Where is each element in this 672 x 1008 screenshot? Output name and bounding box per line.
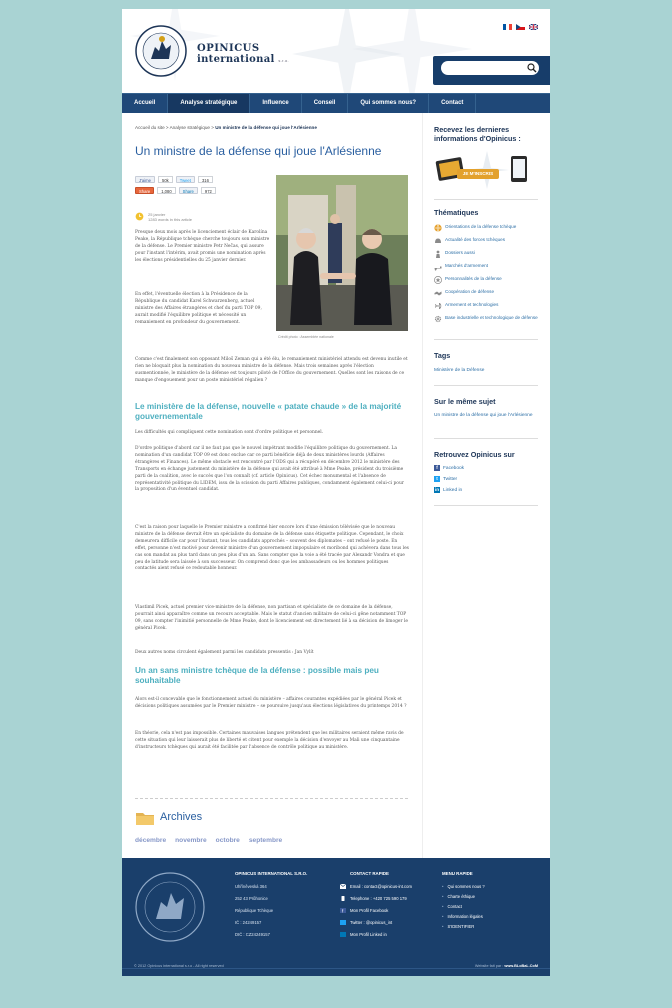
nav-item-influence[interactable]: Influence xyxy=(250,94,301,113)
share-button[interactable]: Share xyxy=(135,187,154,194)
star-badge-icon xyxy=(434,276,442,284)
breadcrumb-separator: > xyxy=(164,125,170,130)
helmet-icon xyxy=(434,237,442,245)
follow-title: Retrouvez Opinicus sur xyxy=(434,450,515,459)
logo-text[interactable] xyxy=(197,43,289,66)
footer-contact-email[interactable]: Email : contact@opinicus-int.com xyxy=(340,884,412,889)
jet-icon xyxy=(434,302,442,310)
share-buttons xyxy=(135,176,270,198)
theme-link[interactable] xyxy=(434,315,544,323)
nav-item-analyse-strategique[interactable]: Analyse stratégique xyxy=(168,94,250,113)
divider xyxy=(135,798,408,799)
footer-menu-link[interactable]: • Information légales xyxy=(442,914,483,919)
twitter-icon: t xyxy=(434,476,440,482)
footer-menu-link[interactable]: • S'IDENTIFIER xyxy=(442,924,475,929)
themes-title: Thématiques xyxy=(434,208,479,217)
article-dateline xyxy=(135,212,192,222)
article-paragraph: Les difficultés qui compliquent cette nomination sont d'ordre politique et personnel. xyxy=(135,430,324,435)
tweet-button[interactable]: Tweet xyxy=(176,176,195,183)
theme-label: Armement et technologies xyxy=(445,302,499,307)
tweet-count: 316 xyxy=(198,176,213,183)
social-label: Facebook xyxy=(443,465,465,471)
theme-link[interactable] xyxy=(434,250,544,258)
newsletter-title: Recevez les dernieres informations d'Opinicus : xyxy=(434,125,521,143)
theme-label: Marchés d'armement xyxy=(445,263,489,268)
breadcrumb-current: Un ministre de la défense qui joue l'Arlésienne xyxy=(215,125,317,130)
uk-flag-icon[interactable] xyxy=(529,24,538,30)
article-subheading: Le ministère de la défense, nouvelle « patate chaude » de la majorité gouvernementale xyxy=(135,402,402,421)
footer-company-title: OPINICUS INTERNATIONAL S.R.O. xyxy=(235,871,308,876)
divider xyxy=(434,385,538,386)
site-credit[interactable]: Website fait par : www.BLoBaL.CoM xyxy=(474,964,538,968)
theme-link[interactable] xyxy=(434,276,544,284)
article-paragraph: Deux autres noms circulent également parmi les candidats pressentis : Jan Vylít xyxy=(135,650,314,655)
language-flags xyxy=(503,24,538,30)
divider xyxy=(434,339,538,340)
theme-link[interactable] xyxy=(434,289,544,297)
facebook-icon xyxy=(340,908,346,913)
archives-title: Archives xyxy=(160,811,203,823)
share-count: 1,080 xyxy=(157,187,175,194)
article-paragraph: En théorie, cela n'est pas impossible. Certaines mauvaises langues prétendent que les militaires seraient même ravis de cette situation qui leur laisserait plus de liberté et citent pour exemple la décision d'envoyer au Mali une cinquantaine d'instructeurs tchèques qui aurait été facilitée par l'absence de contrôle politique au ministère. xyxy=(135,731,404,750)
article-date: 25 janvier xyxy=(148,212,166,217)
main-content xyxy=(122,113,420,858)
archive-month-link[interactable]: novembre xyxy=(175,837,207,844)
footer-address-line: DIČ : CZ24249157 xyxy=(235,932,270,937)
cz-flag-icon[interactable] xyxy=(516,24,525,30)
opinicus-logo-icon[interactable] xyxy=(135,25,187,77)
same-subject-title: Sur le même sujet xyxy=(434,397,496,406)
divider xyxy=(434,199,538,200)
footer-address-line: IČ : 24249157 xyxy=(235,920,262,925)
photo-caption: Crédit photo : Assemblée nationale xyxy=(278,335,334,339)
logo-suffix: s.r.o. xyxy=(278,58,289,63)
main-nav xyxy=(122,93,550,113)
svg-text:f: f xyxy=(342,908,344,913)
mail-icon xyxy=(340,884,346,889)
facebook-like-button[interactable]: J'aime xyxy=(135,176,155,183)
footer-menu-link[interactable]: • Contact xyxy=(442,904,462,909)
tag-link[interactable]: Ministère de la Défense xyxy=(434,368,485,373)
globe-icon xyxy=(434,224,442,232)
social-link-linkedin[interactable] xyxy=(434,487,462,493)
theme-label: Personnalités de la défense xyxy=(445,276,502,281)
article-paragraph: D'ordre politique d'abord car il ne faut pas que le nouvel impétrant modifie l'équilibre politique du gouvernement. La nomination d'un candidat TOP 09 est donc exclue car ce parti bénéficie déjà de deux ministères lourds (Affaires étrangères et Finances). Le même obstacle est rencontré par l'ODS qui a récupéré en décembre 2012 le ministère des Transports en échange justement du ministère de la défense qui avait été attribué à Mme Peake, président du troisième parti de la coalition, avec le succès que l'on connaît (cf. article Opinicus). Cet échec monumental et l'absence de représentativité politique du LIDEM, issu de la scission du parti Affaires publiques, condamnent également celui-ci pour la proposition d'un éventuel candidat. xyxy=(135,446,404,493)
social-label: Twitter xyxy=(443,476,458,482)
linkedin-icon: in xyxy=(434,487,440,492)
linkedin-share-count: 972 xyxy=(201,187,216,194)
footer-address-line: République Tchèque xyxy=(235,908,274,913)
archive-months xyxy=(135,837,282,844)
theme-label: Orientations de la défense tchèque xyxy=(445,224,517,229)
logo-line1: OPINICUS xyxy=(197,43,260,54)
footer-address-line: Uhříněveská 364 xyxy=(235,884,267,889)
theme-link[interactable] xyxy=(434,224,544,232)
divider xyxy=(434,505,538,506)
nav-item-contact[interactable]: Contact xyxy=(429,94,476,113)
theme-label: Actualité des forces tchèques xyxy=(445,237,506,242)
footer-address-line: 252 43 Průhonice xyxy=(235,896,268,901)
article-paragraph: Comme c'est finalement son opposant Miloš Zeman qui a été élu, le remaniement ministériel attendu est devenu inutile et rien ne bloquait plus la nomination du nouveau ministre de la défense. Mais trois semaines après l'élection susmentionnée, le ministère de la défense est toujours piloté de l'Office du gouvernement. Quelles sont les raisons de ce manque d'engouement pour un poste ministériel régalien ? xyxy=(135,357,408,383)
nav-item-accueil[interactable]: Accueil xyxy=(122,94,168,113)
facebook-icon: f xyxy=(434,465,440,471)
article-paragraph: C'est la raison pour laquelle le Premier ministre a confirmé hier encore lors d'une émission télévisée que le nouveau ministre de la défense devrait être un spécialiste du domaine de la défense sans étiquette politique. Cependant, le choix demeurera difficile car pour l'instant, tous les candidats approchés – souvent des diplomates – ont refusé le poste. En effet, personne n'est motivé pour devenir ministre d'un gouvernement impopulaire et moribond qui achèvera dans tous les cas son mandat au plus tard dans un peu plus d'un an. Sans compter que la voie a été tracée par Alexandr Vondra et que peu de latitude sera laissée à son successeur. On comprend donc que les ambassadeurs ou les hommes politiques contactés aient refusé ce redoutable honneur. xyxy=(135,525,409,572)
theme-label: Base industrielle et technologique de défense xyxy=(445,315,538,320)
social-label: Linked in xyxy=(443,487,463,493)
article-photo xyxy=(276,175,408,331)
tags-title: Tags xyxy=(434,351,451,360)
archive-month-link[interactable]: décembre xyxy=(135,837,167,844)
footer-contact-twitter[interactable]: Twitter : @opinicus_int xyxy=(340,920,392,925)
handshake-icon xyxy=(434,289,442,297)
gear-icon xyxy=(434,315,442,323)
twitter-icon xyxy=(340,920,346,925)
article-paragraph: Vlastimil Picek, actuel premier vice-ministre de la défense, non partisan et spécialiste de ce domaine de la défense, pourrait ainsi apparaître comme un recours acceptable. Mais le statut d'ancien militaire de celui-ci gêne notamment TOP 09, sans compter l'inimitié personnelle de Mme Peake, dont le licenciement est directement lié à sa décision de limoger le général Picek. xyxy=(135,605,409,631)
breadcrumb xyxy=(135,125,317,130)
footer-menu-title: MENU RAPIDE xyxy=(442,871,473,876)
same-subject-link[interactable]: Un ministre de la défense qui joue l'Arlésienne xyxy=(434,413,533,418)
footer-contact-phone[interactable]: Telephone : +420 725 590 179 xyxy=(340,896,407,901)
footer-contact-linkedin[interactable]: Mon Profil Linked in xyxy=(340,932,387,937)
social-link-twitter[interactable] xyxy=(434,476,457,482)
breadcrumb-section[interactable]: Analyse stratégique xyxy=(169,125,210,130)
footer-menu-link[interactable]: • Qui sommes nous ? xyxy=(442,884,485,889)
linkedin-icon xyxy=(340,932,346,937)
folder-icon xyxy=(135,809,155,827)
article-read-info: 1283 words in this article xyxy=(148,217,193,222)
article-paragraph: Alors est-il concevable que le fonctionnement actuel du ministère – affaires courantes expédiées par le général Picek et décisions politiques assumées par le Premier ministre – se poursuive jusqu'aux élections législatives du printemps 2014 ? xyxy=(135,697,407,709)
search-input[interactable] xyxy=(441,61,539,75)
footer-menu-link[interactable]: • Charte éthique xyxy=(442,894,475,899)
newsletter-subscribe-button[interactable]: JE M'INSCRIS xyxy=(457,169,499,179)
theme-link[interactable] xyxy=(434,302,544,310)
copyright: © 2012 Opinicus international s.r.o - All right reserved xyxy=(134,964,224,968)
footer-contact-facebook[interactable]: f Mon Profil Facebook xyxy=(342,908,389,913)
fr-flag-icon[interactable] xyxy=(503,24,512,30)
breadcrumb-home[interactable]: Accueil du site xyxy=(135,125,165,130)
footer-contact-title: CONTACT RAPIDE xyxy=(350,871,389,876)
search-icon[interactable] xyxy=(526,62,538,74)
breadcrumb-separator: > xyxy=(209,125,216,130)
article-paragraph: En effet, l'éventuelle élection à la Présidence de la République du candidat Karel Schwarzenberg, actuel ministre des Affaires étrangères et chef du parti TOP 09, aurait modifié l'équilibre politique et nécessité un remaniement en profondeur du gouvernement. xyxy=(135,292,262,325)
article-paragraph: Presque deux mois après le licenciement éclair de Karolína Peake, la République tchèque cherche toujours son ministre de la défense. Le Premier ministre Petr Nečas, qui assure pour l'instant l'intérim, avait promis une nomination après les élections présidentielles du 25 janvier dernier. xyxy=(135,230,270,263)
archive-month-link[interactable]: septembre xyxy=(248,837,283,844)
sidebar xyxy=(422,113,550,858)
theme-label: Dossiers aussi xyxy=(445,250,475,255)
nav-item-conseil[interactable]: Conseil xyxy=(302,94,349,113)
page xyxy=(122,9,550,976)
article-subheading: Un an sans ministre tchèque de la défense : possible mais peu souhaitable xyxy=(135,666,379,685)
social-link-facebook[interactable] xyxy=(434,465,464,471)
footer xyxy=(122,858,550,976)
footer-logo-icon xyxy=(134,871,206,943)
search-box xyxy=(433,56,550,85)
facebook-like-count: 50k xyxy=(158,176,173,183)
divider xyxy=(122,968,550,969)
phone-icon xyxy=(340,896,346,901)
theme-label: Coopération de défense xyxy=(445,289,495,294)
theme-link[interactable] xyxy=(434,263,544,271)
header xyxy=(122,9,550,93)
weapon-icon xyxy=(434,263,442,271)
page-title: Un ministre de la défense qui joue l'Arlésienne xyxy=(135,144,382,158)
archive-month-link[interactable]: octobre xyxy=(215,837,240,844)
linkedin-share-button[interactable]: Share xyxy=(179,187,198,194)
nav-item-qui-sommes-nous[interactable]: Qui sommes nous? xyxy=(348,94,429,113)
theme-link[interactable] xyxy=(434,237,544,245)
soldier-icon xyxy=(434,250,442,258)
clock-icon xyxy=(135,212,144,221)
divider xyxy=(434,438,538,439)
logo-line2: international s.r.o. xyxy=(197,54,289,65)
